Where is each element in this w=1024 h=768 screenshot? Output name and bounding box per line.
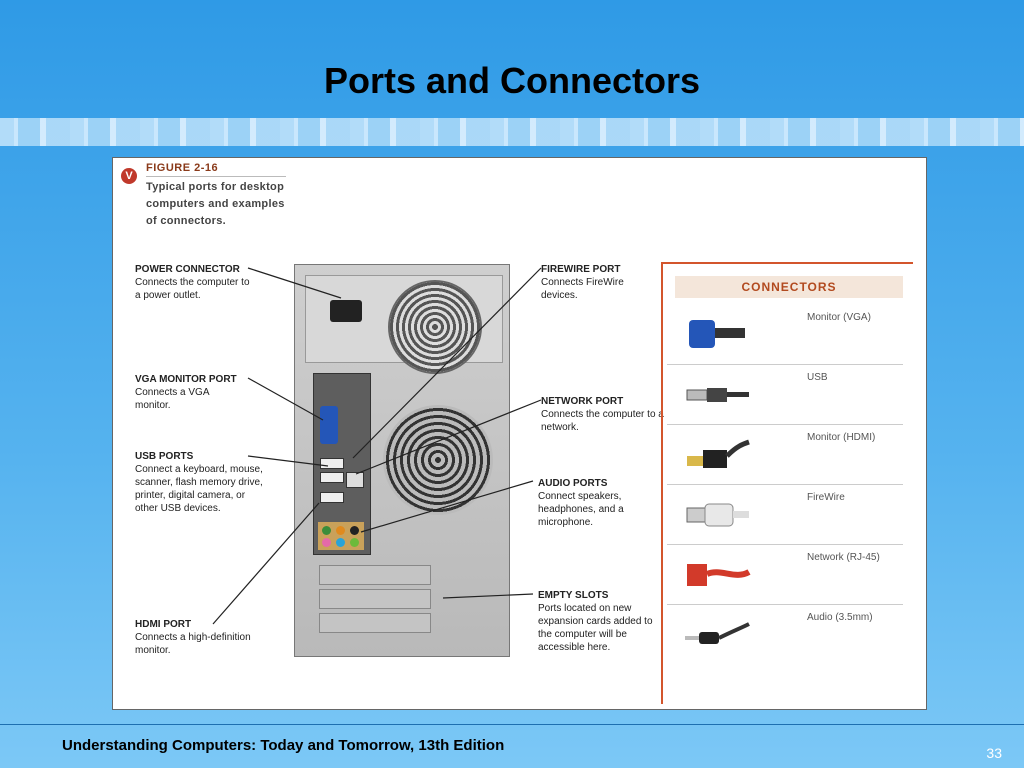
expansion-slot (319, 589, 431, 609)
connector-item (667, 424, 903, 485)
callout-network-text: Connects the computer to a network. (541, 409, 664, 433)
callout-vga-text: Connects a VGA monitor. (135, 387, 209, 411)
callout-usb (135, 450, 265, 515)
connector-label: Network (RJ-45) (807, 552, 880, 563)
callout-network-title: NETWORK PORT (541, 396, 624, 407)
connectors-panel (661, 262, 913, 704)
callout-audio (538, 477, 648, 529)
psu-fan-icon (388, 280, 482, 374)
connectors-heading: CONNECTORS (675, 276, 903, 298)
callout-firewire-title: FIREWIRE PORT (541, 264, 621, 275)
callout-usb-text: Connect a keyboard, mouse, scanner, flash memory drive, printer, digital camera, or other USB devices. (135, 464, 263, 514)
connector-item (667, 544, 903, 605)
computer-case-illustration (294, 264, 510, 657)
power-supply-icon (305, 275, 503, 363)
usb-connector-icon (681, 374, 751, 414)
audio-jack-icon (681, 614, 751, 654)
io-panel (313, 373, 371, 555)
hdmi-connector-icon (681, 434, 751, 474)
expansion-slot (319, 613, 431, 633)
callout-firewire-text: Connects FireWire devices. (541, 277, 624, 301)
callout-network (541, 395, 666, 434)
figure-badge-icon: V (121, 168, 137, 184)
figure-panel (112, 157, 927, 710)
callout-slots (538, 589, 663, 654)
connector-label: FireWire (807, 492, 845, 503)
slide-title: Ports and Connectors (323, 60, 701, 101)
connector-label: Monitor (HDMI) (807, 432, 876, 443)
decorative-band (0, 118, 1024, 146)
figure-caption: Typical ports for desktop computers and examples of connectors. (146, 181, 285, 227)
expansion-slot (319, 565, 431, 585)
callout-audio-title: AUDIO PORTS (538, 478, 608, 489)
callout-audio-text: Connect speakers, headphones, and a microphone. (538, 491, 624, 528)
power-socket-icon (330, 300, 362, 322)
callout-firewire (541, 263, 651, 302)
network-port-icon (346, 472, 364, 488)
callout-hdmi (135, 618, 275, 657)
footer-rule (0, 724, 1024, 725)
callout-hdmi-text: Connects a high-definition monitor. (135, 632, 251, 656)
callout-hdmi-title: HDMI PORT (135, 619, 192, 630)
connector-label: Audio (3.5mm) (807, 612, 873, 623)
connector-item (667, 304, 903, 365)
callout-vga (135, 373, 245, 412)
callout-slots-text: Ports located on new expansion cards added to the computer will be accessible here. (538, 603, 653, 653)
figure-label: FIGURE 2-16 (146, 162, 219, 174)
callout-power-title: POWER CONNECTOR (135, 264, 240, 275)
usb-port-icon (320, 492, 344, 503)
page-number: 33 (986, 745, 1002, 761)
connector-label: USB (807, 372, 828, 383)
vga-connector-icon (681, 314, 751, 354)
usb-port-icon (320, 458, 344, 469)
footer-text: Understanding Computers: Today and Tomorrow, 13th Edition (62, 737, 505, 754)
figure-rule (146, 176, 286, 177)
connector-item (667, 364, 903, 425)
vga-port-icon (320, 406, 338, 444)
rj45-connector-icon (681, 554, 751, 594)
connector-label: Monitor (VGA) (807, 312, 871, 323)
usb-port-icon (320, 472, 344, 483)
callout-power-text: Connects the computer to a power outlet. (135, 277, 250, 301)
firewire-connector-icon (681, 494, 751, 534)
connector-item (667, 604, 903, 664)
callout-usb-title: USB PORTS (135, 451, 194, 462)
audio-ports-icon (318, 522, 364, 550)
callout-power (135, 263, 255, 302)
callout-vga-title: VGA MONITOR PORT (135, 374, 237, 385)
callout-slots-title: EMPTY SLOTS (538, 590, 609, 601)
connector-item (667, 484, 903, 545)
case-fan-icon (383, 405, 493, 515)
